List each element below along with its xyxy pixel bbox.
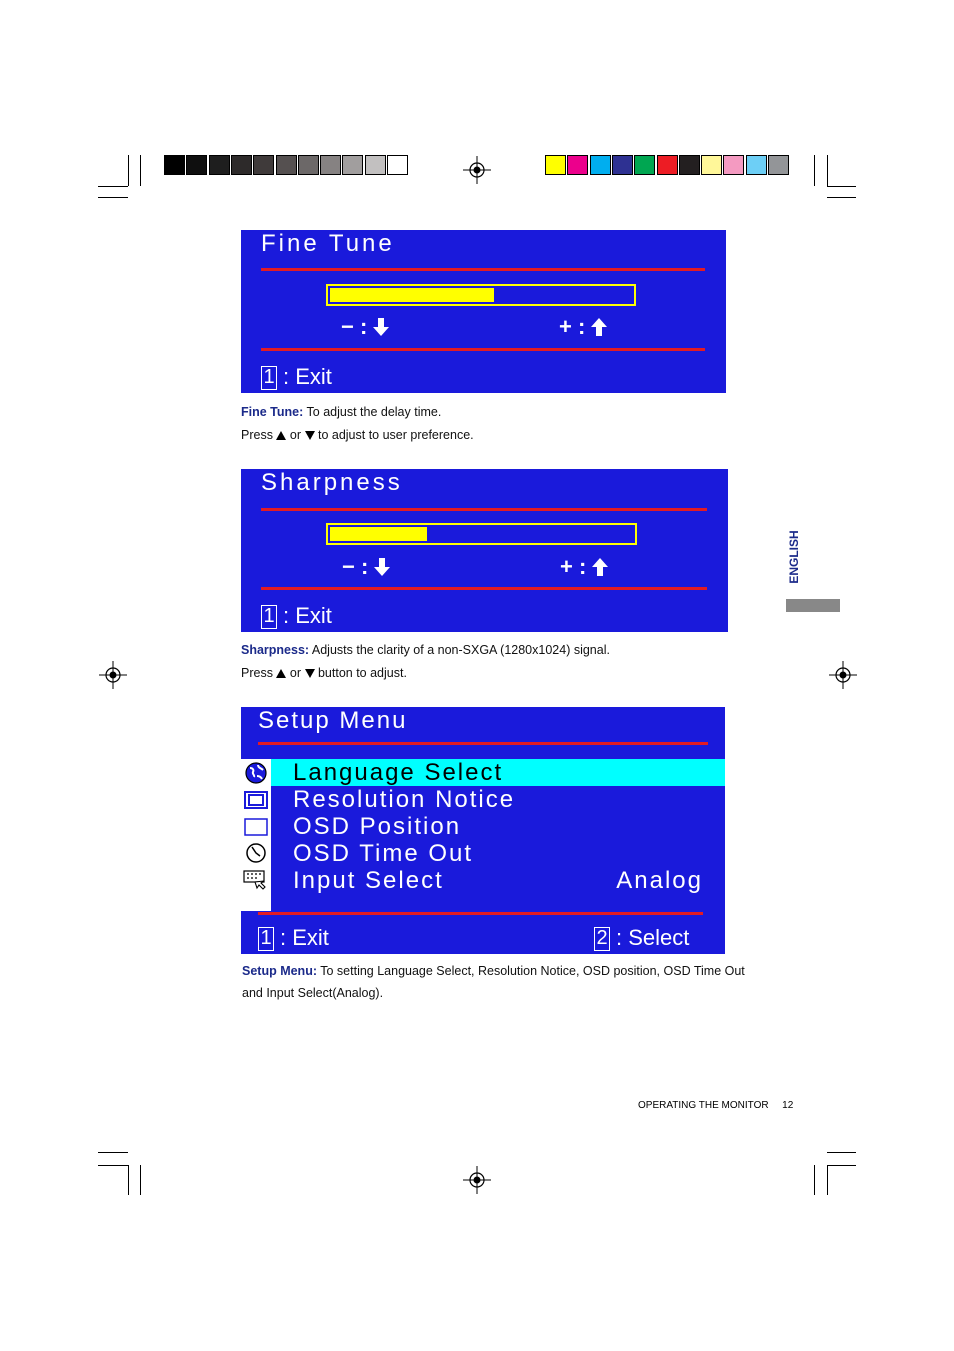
sharpness-press-instruction xyxy=(241,666,407,680)
menu-item-label: Language Select xyxy=(293,759,504,786)
arrow-up-icon xyxy=(591,318,607,336)
divider xyxy=(261,587,707,590)
osd-title: Sharpness xyxy=(261,469,403,496)
menu-item-input-select[interactable] xyxy=(241,867,725,894)
menu-item-language-select[interactable] xyxy=(271,759,725,786)
registration-mark-icon xyxy=(463,156,491,184)
arrow-up-icon xyxy=(592,558,608,576)
key-1-box: 1 xyxy=(261,366,277,390)
setup-menu-osd xyxy=(241,707,725,954)
sharpness-level-bar[interactable] xyxy=(326,523,637,545)
arrow-down-icon xyxy=(374,558,390,576)
input-icon xyxy=(243,869,269,891)
page-footer xyxy=(638,1100,793,1111)
language-side-tab xyxy=(784,528,804,592)
exit-label: : Exit xyxy=(283,603,332,628)
sharpness-osd xyxy=(241,469,728,632)
desc-text: Adjusts the clarity of a non-SXGA (1280x1024) signal. xyxy=(309,643,610,657)
color-swatch xyxy=(590,155,611,175)
color-swatch xyxy=(276,155,297,175)
color-swatch xyxy=(164,155,185,175)
osd-title: Fine Tune xyxy=(261,230,395,257)
press-or: or xyxy=(286,666,305,680)
color-swatch xyxy=(253,155,274,175)
setup-menu-description xyxy=(242,964,745,978)
color-swatch xyxy=(342,155,363,175)
desc-heading: Fine Tune: xyxy=(241,405,304,419)
press-suffix: to adjust to user preference. xyxy=(314,428,474,442)
exit-hint[interactable] xyxy=(261,603,332,629)
color-swatch xyxy=(209,155,230,175)
divider xyxy=(258,742,708,745)
key-2-box: 2 xyxy=(594,927,610,951)
color-swatch xyxy=(298,155,319,175)
menu-item-osd-position[interactable] xyxy=(241,813,725,840)
color-swatch xyxy=(365,155,386,175)
triangle-up-icon xyxy=(276,431,286,440)
key-1-box: 1 xyxy=(261,605,277,629)
menu-item-osd-time-out[interactable] xyxy=(241,840,725,867)
color-swatch xyxy=(634,155,655,175)
triangle-up-icon xyxy=(276,669,286,678)
fine-tune-press-instruction xyxy=(241,428,474,442)
divider xyxy=(261,508,707,511)
select-hint[interactable] xyxy=(594,925,689,951)
osd-title: Setup Menu xyxy=(258,707,408,734)
color-swatch xyxy=(679,155,700,175)
color-swatch xyxy=(701,155,722,175)
desc-heading: Sharpness: xyxy=(241,643,310,657)
setup-menu-description-line2 xyxy=(242,986,383,1000)
desc-text: To adjust the delay time. xyxy=(303,405,442,419)
clock-icon xyxy=(244,842,268,864)
globe-icon xyxy=(244,762,268,784)
page-number: 12 xyxy=(782,1100,794,1111)
registration-mark-icon xyxy=(99,661,127,689)
fine-tune-description xyxy=(241,405,441,419)
color-swatch xyxy=(186,155,207,175)
color-swatch xyxy=(387,155,408,175)
exit-label: : Exit xyxy=(280,925,329,950)
color-swatch xyxy=(768,155,789,175)
exit-label: : Exit xyxy=(283,364,332,389)
level-fill xyxy=(330,288,494,302)
menu-item-label: Resolution Notice xyxy=(293,786,516,813)
color-swatch xyxy=(567,155,588,175)
minus-label: − : xyxy=(342,554,369,579)
sharpness-description xyxy=(241,643,610,657)
triangle-down-icon xyxy=(305,669,315,678)
color-swatch xyxy=(320,155,341,175)
desc-text: To setting Language Select, Resolution Notice, OSD position, OSD Time Out xyxy=(317,964,745,978)
color-swatch xyxy=(612,155,633,175)
input-select-value: Analog xyxy=(616,867,703,894)
press-or: or xyxy=(286,428,305,442)
menu-item-label: OSD Time Out xyxy=(293,840,474,867)
minus-label: − : xyxy=(341,314,368,339)
side-tab-label: ENGLISH xyxy=(787,530,801,584)
monitor-icon xyxy=(244,790,268,810)
level-fill xyxy=(330,527,427,541)
color-swatch xyxy=(545,155,566,175)
divider xyxy=(258,912,703,915)
plus-control[interactable] xyxy=(559,314,607,340)
side-tab-marker xyxy=(786,599,840,612)
press-suffix: button to adjust. xyxy=(314,666,407,680)
color-swatch xyxy=(746,155,767,175)
select-label: : Select xyxy=(616,925,690,950)
registration-mark-icon xyxy=(829,661,857,689)
plus-label: + : xyxy=(560,554,587,579)
color-swatch xyxy=(657,155,678,175)
menu-item-resolution-notice[interactable] xyxy=(241,786,725,813)
exit-hint[interactable] xyxy=(258,925,329,951)
minus-control[interactable] xyxy=(342,554,390,580)
desc-text: and Input Select(Analog). xyxy=(242,986,384,1000)
key-1-box: 1 xyxy=(258,927,274,951)
color-swatch xyxy=(723,155,744,175)
plus-label: + : xyxy=(559,314,586,339)
divider xyxy=(261,268,705,271)
frame-icon xyxy=(244,817,268,837)
footer-section: OPERATING THE MONITOR xyxy=(638,1100,769,1111)
press-prefix: Press xyxy=(241,666,277,680)
menu-item-label: OSD Position xyxy=(293,813,462,840)
triangle-down-icon xyxy=(305,431,315,440)
desc-heading: Setup Menu: xyxy=(242,964,317,978)
fine-tune-level-bar[interactable] xyxy=(326,284,636,306)
divider xyxy=(261,348,705,351)
minus-control[interactable] xyxy=(341,314,389,340)
color-swatch xyxy=(231,155,252,175)
fine-tune-osd xyxy=(241,230,726,393)
exit-hint[interactable] xyxy=(261,364,332,390)
arrow-down-icon xyxy=(373,318,389,336)
menu-item-label: Input Select xyxy=(293,867,444,894)
press-prefix: Press xyxy=(241,428,277,442)
plus-control[interactable] xyxy=(560,554,608,580)
registration-mark-icon xyxy=(463,1166,491,1194)
